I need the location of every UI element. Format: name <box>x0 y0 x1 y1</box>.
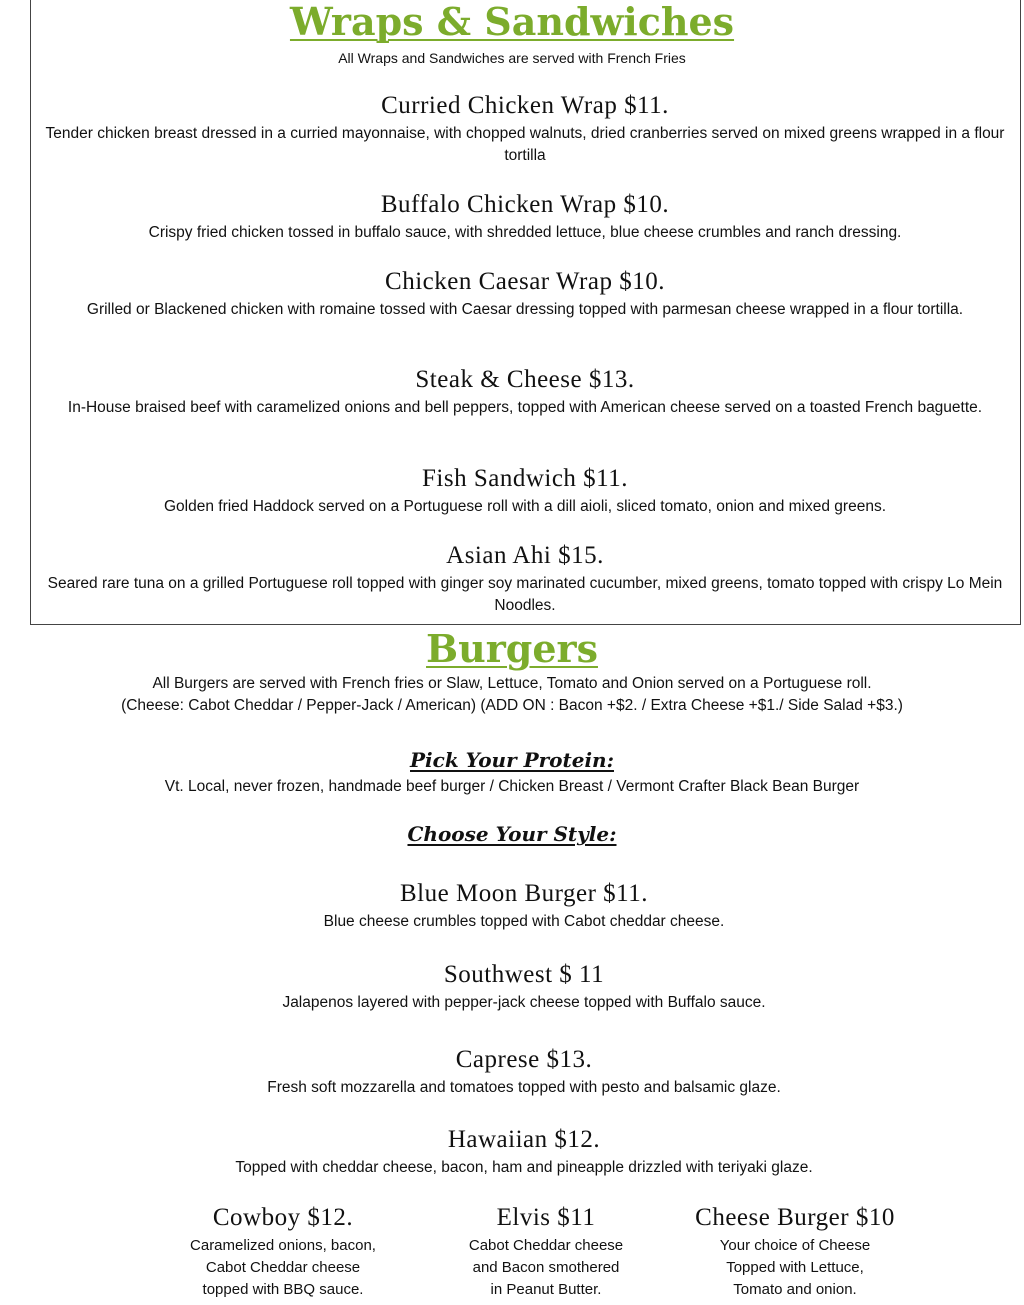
item-description: Golden fried Haddock served on a Portuguese roll with a dill aioli, sliced tomato, onion and mixed greens. <box>163 498 886 515</box>
item-description: Blue cheese crumbles topped with Cabot cheddar cheese. <box>323 913 725 930</box>
item-description <box>422 1235 670 1301</box>
item-description: In-House braised beef with caramelized onions and bell peppers, topped with American cheese served on a toasted French baguette. <box>67 399 983 416</box>
item-name: Chicken Caesar Wrap $10. <box>385 268 665 295</box>
description-line: Tomato and onion. <box>733 1281 857 1298</box>
menu-item-elvis <box>422 1203 670 1301</box>
wraps-section-title: Wraps & Sandwiches <box>289 0 735 44</box>
description-line: Topped with Lettuce, <box>726 1259 864 1276</box>
item-description <box>152 1235 414 1301</box>
protein-options: Vt. Local, never frozen, handmade beef burger / Chicken Breast / Vermont Crafter Black Bean Burger <box>164 778 860 795</box>
item-name: Fish Sandwich $11. <box>422 465 628 492</box>
item-name: Blue Moon Burger $11. <box>400 880 648 907</box>
menu-item-buffalo-chicken-wrap <box>45 190 1005 244</box>
item-name: Cowboy $12. <box>212 1204 354 1231</box>
description-line: and Bacon smothered <box>472 1259 620 1276</box>
description-line: in Peanut Butter. <box>490 1281 602 1298</box>
menu-item-blue-moon-burger <box>62 879 986 933</box>
menu-item-hawaiian <box>62 1125 986 1179</box>
menu-item-cheese-burger <box>664 1203 926 1301</box>
item-name: Buffalo Chicken Wrap $10. <box>380 191 670 218</box>
description-line: topped with BBQ sauce. <box>202 1281 364 1298</box>
description-line: Caramelized onions, bacon, <box>190 1237 376 1254</box>
item-name: Cheese Burger $10 <box>695 1204 895 1231</box>
wraps-section-note: All Wraps and Sandwiches are served with French Fries <box>338 50 686 66</box>
burgers-note-line-1: All Burgers are served with French fries or Slaw, Lettuce, Tomato and Onion served on a Portuguese roll. <box>152 675 872 692</box>
item-description: Grilled or Blackened chicken with romaine tossed with Caesar dressing topped with parmesan cheese wrapped in a flour tortilla. <box>86 301 964 318</box>
menu-item-asian-ahi <box>40 541 1010 617</box>
item-name: Elvis $11 <box>496 1204 596 1231</box>
menu-item-curried-chicken-wrap <box>45 91 1005 167</box>
menu-item-fish-sandwich <box>45 464 1005 518</box>
menu-item-chicken-caesar-wrap <box>45 267 1005 321</box>
pick-protein-heading: Pick Your Protein: <box>410 748 614 772</box>
burgers-section-title: Burgers <box>426 626 598 671</box>
item-description <box>664 1235 926 1301</box>
item-name: Steak & Cheese $13. <box>415 366 635 393</box>
menu-item-steak-and-cheese <box>42 365 1008 419</box>
choose-style-heading: Choose Your Style: <box>407 822 617 846</box>
description-line: Cabot Cheddar cheese <box>468 1237 624 1254</box>
item-name: Caprese $13. <box>455 1046 593 1073</box>
item-description: Fresh soft mozzarella and tomatoes topped with pesto and balsamic glaze. <box>267 1079 781 1096</box>
description-line: Cabot Cheddar cheese <box>205 1259 361 1276</box>
menu-item-southwest <box>62 960 986 1014</box>
item-name: Hawaiian $12. <box>447 1126 601 1153</box>
menu-item-cowboy <box>152 1203 414 1301</box>
item-description: Jalapenos layered with pepper-jack cheese topped with Buffalo sauce. <box>282 994 766 1011</box>
item-description: Seared rare tuna on a grilled Portuguese roll topped with ginger soy marinated cucumber, mixed greens, tomato topped with crispy Lo Mein Noodles. <box>47 575 1003 614</box>
description-line: Your choice of Cheese <box>719 1237 871 1254</box>
item-name: Asian Ahi $15. <box>446 542 604 569</box>
item-description: Topped with cheddar cheese, bacon, ham and pineapple drizzled with teriyaki glaze. <box>235 1159 813 1176</box>
menu-item-caprese <box>62 1045 986 1099</box>
burgers-note-line-2: (Cheese: Cabot Cheddar / Pepper-Jack / American) (ADD ON : Bacon +$2. / Extra Cheese +$1./ Side Salad +$3.) <box>121 697 903 714</box>
item-name: Curried Chicken Wrap $11. <box>381 92 669 119</box>
item-description: Tender chicken breast dressed in a curried mayonnaise, with chopped walnuts, dried cranberries served on mixed greens wrapped in a flour tortilla <box>45 125 1005 164</box>
item-name: Southwest $ 11 <box>443 961 605 988</box>
item-description: Crispy fried chicken tossed in buffalo sauce, with shredded lettuce, blue cheese crumbles and ranch dressing. <box>148 224 902 241</box>
